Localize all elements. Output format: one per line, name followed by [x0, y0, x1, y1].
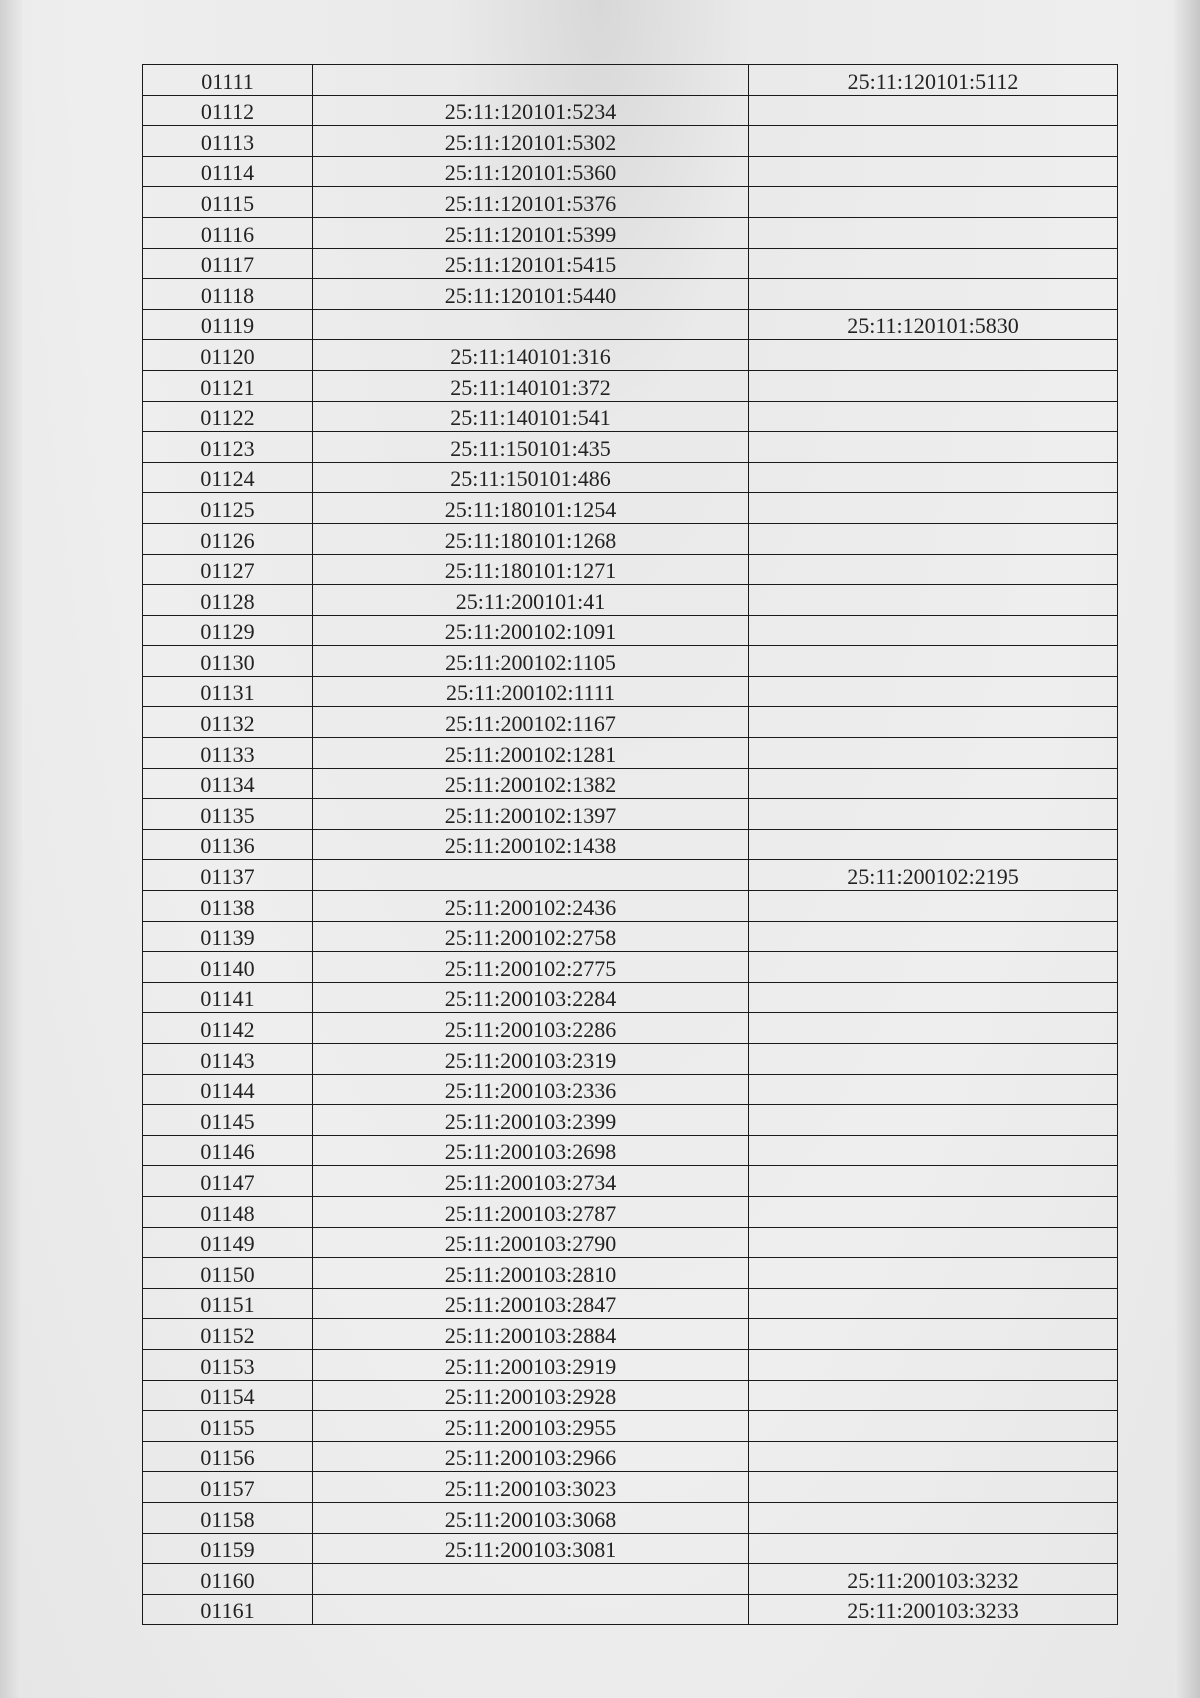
cadastral-number-alt-cell: [749, 707, 1118, 738]
cadastral-number-alt-cell: [749, 676, 1118, 707]
cadastral-number-cell: [313, 860, 749, 891]
cadastral-number-alt-cell: [749, 646, 1118, 677]
cadastral-number-alt-cell: [749, 1044, 1118, 1075]
cadastral-number-cell: 25:11:200103:2284: [313, 982, 749, 1013]
table-row: [143, 952, 1118, 983]
table-row: [143, 126, 1118, 157]
cadastral-number-cell: 25:11:150101:486: [313, 462, 749, 493]
table-row: [143, 248, 1118, 279]
cadastral-number-cell: 25:11:200102:1167: [313, 707, 749, 738]
table-row: [143, 370, 1118, 401]
cadastral-number-cell: 25:11:200102:1091: [313, 615, 749, 646]
table-row: [143, 676, 1118, 707]
table-row: [143, 340, 1118, 371]
cadastral-number-cell: 25:11:200103:2966: [313, 1441, 749, 1472]
table-row: [143, 217, 1118, 248]
table-row: [143, 1564, 1118, 1595]
cadastral-number-alt-cell: [749, 1472, 1118, 1503]
cadastral-number-alt-cell: [749, 1288, 1118, 1319]
cadastral-number-alt-cell: [749, 1380, 1118, 1411]
cadastral-number-cell: 25:11:180101:1254: [313, 493, 749, 524]
cadastral-number-alt-cell: [749, 187, 1118, 218]
row-number-cell: 01155: [143, 1411, 313, 1442]
cadastral-number-alt-cell: [749, 432, 1118, 463]
cadastral-number-cell: 25:11:200103:2286: [313, 1013, 749, 1044]
row-number-cell: 01126: [143, 523, 313, 554]
cadastral-number-cell: 25:11:200103:2810: [313, 1258, 749, 1289]
cadastral-number-cell: 25:11:140101:316: [313, 340, 749, 371]
cadastral-number-alt-cell: [749, 1502, 1118, 1533]
cadastral-number-alt-cell: [749, 1135, 1118, 1166]
cadastral-number-cell: 25:11:200102:1397: [313, 799, 749, 830]
table-row: [143, 1349, 1118, 1380]
row-number-cell: 01121: [143, 370, 313, 401]
cadastral-number-cell: 25:11:200103:2698: [313, 1135, 749, 1166]
table-row: [143, 829, 1118, 860]
table-row: [143, 799, 1118, 830]
cadastral-number-alt-cell: [749, 1349, 1118, 1380]
row-number-cell: 01129: [143, 615, 313, 646]
cadastral-number-cell: 25:11:200103:2955: [313, 1411, 749, 1442]
cadastral-number-cell: 25:11:120101:5360: [313, 156, 749, 187]
cadastral-number-cell: 25:11:200103:2790: [313, 1227, 749, 1258]
row-number-cell: 01131: [143, 676, 313, 707]
cadastral-number-cell: 25:11:200103:2919: [313, 1349, 749, 1380]
table-row: [143, 493, 1118, 524]
cadastral-number-cell: 25:11:200103:2847: [313, 1288, 749, 1319]
row-number-cell: 01128: [143, 585, 313, 616]
cadastral-number-alt-cell: [749, 921, 1118, 952]
table-body: [143, 65, 1118, 1625]
cadastral-number-alt-cell: [749, 799, 1118, 830]
table-row: [143, 1411, 1118, 1442]
cadastral-number-alt-cell: 25:11:120101:5112: [749, 65, 1118, 96]
cadastral-number-alt-cell: [749, 768, 1118, 799]
cadastral-number-cell: 25:11:120101:5415: [313, 248, 749, 279]
table-row: [143, 768, 1118, 799]
row-number-cell: 01159: [143, 1533, 313, 1564]
row-number-cell: 01158: [143, 1502, 313, 1533]
cadastral-number-alt-cell: 25:11:200102:2195: [749, 860, 1118, 891]
cadastral-number-alt-cell: 25:11:200103:3232: [749, 1564, 1118, 1595]
row-number-cell: 01127: [143, 554, 313, 585]
cadastral-number-alt-cell: [749, 1319, 1118, 1350]
cadastral-number-alt-cell: [749, 615, 1118, 646]
table-row: [143, 1380, 1118, 1411]
row-number-cell: 01123: [143, 432, 313, 463]
row-number-cell: 01134: [143, 768, 313, 799]
cadastral-number-alt-cell: [749, 1166, 1118, 1197]
table-row: [143, 95, 1118, 126]
row-number-cell: 01153: [143, 1349, 313, 1380]
table-row: [143, 1319, 1118, 1350]
cadastral-number-cell: 25:11:200102:1382: [313, 768, 749, 799]
cadastral-number-cell: [313, 1564, 749, 1595]
row-number-cell: 01113: [143, 126, 313, 157]
cadastral-number-alt-cell: [749, 370, 1118, 401]
cadastral-number-alt-cell: [749, 1258, 1118, 1289]
row-number-cell: 01149: [143, 1227, 313, 1258]
cadastral-number-cell: 25:11:150101:435: [313, 432, 749, 463]
row-number-cell: 01111: [143, 65, 313, 96]
row-number-cell: 01116: [143, 217, 313, 248]
row-number-cell: 01112: [143, 95, 313, 126]
table-row: [143, 860, 1118, 891]
row-number-cell: 01156: [143, 1441, 313, 1472]
row-number-cell: 01119: [143, 309, 313, 340]
table-row: [143, 707, 1118, 738]
cadastral-number-cell: [313, 309, 749, 340]
cadastral-number-alt-cell: [749, 891, 1118, 922]
table-row: [143, 1227, 1118, 1258]
cadastral-number-alt-cell: [749, 1196, 1118, 1227]
cadastral-number-alt-cell: [749, 1533, 1118, 1564]
cadastral-number-alt-cell: [749, 1411, 1118, 1442]
table-row: [143, 1288, 1118, 1319]
table-row: [143, 523, 1118, 554]
row-number-cell: 01135: [143, 799, 313, 830]
row-number-cell: 01132: [143, 707, 313, 738]
cadastral-number-cell: 25:11:200102:2758: [313, 921, 749, 952]
table-row: [143, 65, 1118, 96]
row-number-cell: 01130: [143, 646, 313, 677]
cadastral-number-alt-cell: [749, 1105, 1118, 1136]
cadastral-number-alt-cell: [749, 554, 1118, 585]
table-row: [143, 1441, 1118, 1472]
table-row: [143, 401, 1118, 432]
table-row: [143, 1105, 1118, 1136]
row-number-cell: 01151: [143, 1288, 313, 1319]
cadastral-number-alt-cell: [749, 952, 1118, 983]
table-row: [143, 1502, 1118, 1533]
row-number-cell: 01140: [143, 952, 313, 983]
row-number-cell: 01144: [143, 1074, 313, 1105]
cadastral-number-alt-cell: [749, 340, 1118, 371]
cadastral-number-alt-cell: [749, 738, 1118, 769]
table-row: [143, 1044, 1118, 1075]
cadastral-number-cell: 25:11:200103:2884: [313, 1319, 749, 1350]
cadastral-number-cell: 25:11:180101:1271: [313, 554, 749, 585]
table-row: [143, 891, 1118, 922]
cadastral-number-cell: 25:11:200103:2734: [313, 1166, 749, 1197]
row-number-cell: 01115: [143, 187, 313, 218]
cadastral-number-cell: 25:11:200103:2928: [313, 1380, 749, 1411]
row-number-cell: 01122: [143, 401, 313, 432]
row-number-cell: 01139: [143, 921, 313, 952]
cadastral-number-alt-cell: [749, 585, 1118, 616]
table-row: [143, 1135, 1118, 1166]
cadastral-number-alt-cell: [749, 279, 1118, 310]
table-row: [143, 1074, 1118, 1105]
cadastral-number-alt-cell: [749, 523, 1118, 554]
row-number-cell: 01143: [143, 1044, 313, 1075]
cadastral-number-alt-cell: [749, 401, 1118, 432]
cadastral-number-cell: 25:11:140101:372: [313, 370, 749, 401]
row-number-cell: 01118: [143, 279, 313, 310]
row-number-cell: 01141: [143, 982, 313, 1013]
cadastral-number-cell: 25:11:120101:5234: [313, 95, 749, 126]
cadastral-number-alt-cell: [749, 493, 1118, 524]
cadastral-number-alt-cell: [749, 126, 1118, 157]
table-row: [143, 1258, 1118, 1289]
row-number-cell: 01152: [143, 1319, 313, 1350]
row-number-cell: 01160: [143, 1564, 313, 1595]
cadastral-number-cell: 25:11:140101:541: [313, 401, 749, 432]
table-row: [143, 1472, 1118, 1503]
cadastral-number-cell: [313, 65, 749, 96]
scan-edge-left: [0, 0, 22, 1698]
table-row: [143, 1166, 1118, 1197]
row-number-cell: 01125: [143, 493, 313, 524]
cadastral-number-cell: 25:11:200102:2775: [313, 952, 749, 983]
scan-edge-right: [1174, 0, 1200, 1698]
table-row: [143, 738, 1118, 769]
cadastral-number-cell: 25:11:120101:5440: [313, 279, 749, 310]
table-row: [143, 1196, 1118, 1227]
cadastral-number-alt-cell: [749, 248, 1118, 279]
row-number-cell: 01150: [143, 1258, 313, 1289]
table-row: [143, 279, 1118, 310]
cadastral-number-alt-cell: [749, 462, 1118, 493]
table-row: [143, 187, 1118, 218]
row-number-cell: 01117: [143, 248, 313, 279]
table-row: [143, 554, 1118, 585]
cadastral-number-cell: 25:11:200102:2436: [313, 891, 749, 922]
table-row: [143, 156, 1118, 187]
cadastral-number-cell: 25:11:200103:2319: [313, 1044, 749, 1075]
cadastral-number-alt-cell: [749, 156, 1118, 187]
cadastral-number-cell: 25:11:200103:3068: [313, 1502, 749, 1533]
cadastral-number-cell: 25:11:200103:2336: [313, 1074, 749, 1105]
row-number-cell: 01136: [143, 829, 313, 860]
table-row: [143, 921, 1118, 952]
cadastral-number-alt-cell: [749, 1227, 1118, 1258]
row-number-cell: 01120: [143, 340, 313, 371]
cadastral-number-cell: 25:11:120101:5376: [313, 187, 749, 218]
row-number-cell: 01114: [143, 156, 313, 187]
cadastral-number-cell: 25:11:200101:41: [313, 585, 749, 616]
cadastral-number-alt-cell: [749, 217, 1118, 248]
row-number-cell: 01138: [143, 891, 313, 922]
cadastral-number-cell: 25:11:200103:3023: [313, 1472, 749, 1503]
cadastral-number-cell: 25:11:120101:5302: [313, 126, 749, 157]
cadastral-number-cell: 25:11:200102:1105: [313, 646, 749, 677]
row-number-cell: 01146: [143, 1135, 313, 1166]
cadastral-number-cell: 25:11:200103:3081: [313, 1533, 749, 1564]
cadastral-number-cell: 25:11:120101:5399: [313, 217, 749, 248]
row-number-cell: 01145: [143, 1105, 313, 1136]
table-row: [143, 982, 1118, 1013]
row-number-cell: 01157: [143, 1472, 313, 1503]
row-number-cell: 01124: [143, 462, 313, 493]
table-row: [143, 432, 1118, 463]
cadastral-number-alt-cell: [749, 1013, 1118, 1044]
cadastral-number-table: [142, 64, 1118, 1625]
cadastral-number-cell: 25:11:180101:1268: [313, 523, 749, 554]
row-number-cell: 01154: [143, 1380, 313, 1411]
table-row: [143, 1013, 1118, 1044]
table-row: [143, 1594, 1118, 1625]
cadastral-number-alt-cell: [749, 1074, 1118, 1105]
row-number-cell: 01137: [143, 860, 313, 891]
cadastral-number-cell: 25:11:200102:1438: [313, 829, 749, 860]
row-number-cell: 01142: [143, 1013, 313, 1044]
table-row: [143, 615, 1118, 646]
row-number-cell: 01148: [143, 1196, 313, 1227]
table-row: [143, 585, 1118, 616]
cadastral-number-alt-cell: [749, 829, 1118, 860]
table-row: [143, 462, 1118, 493]
cadastral-number-cell: 25:11:200102:1281: [313, 738, 749, 769]
table-row: [143, 1533, 1118, 1564]
row-number-cell: 01133: [143, 738, 313, 769]
row-number-cell: 01147: [143, 1166, 313, 1197]
cadastral-number-alt-cell: [749, 982, 1118, 1013]
cadastral-number-alt-cell: [749, 1441, 1118, 1472]
cadastral-number-alt-cell: 25:11:120101:5830: [749, 309, 1118, 340]
cadastral-number-cell: 25:11:200102:1111: [313, 676, 749, 707]
table-row: [143, 646, 1118, 677]
row-number-cell: 01161: [143, 1594, 313, 1625]
table-row: [143, 309, 1118, 340]
cadastral-number-alt-cell: [749, 95, 1118, 126]
cadastral-number-cell: [313, 1594, 749, 1625]
cadastral-number-cell: 25:11:200103:2787: [313, 1196, 749, 1227]
cadastral-number-alt-cell: 25:11:200103:3233: [749, 1594, 1118, 1625]
cadastral-number-cell: 25:11:200103:2399: [313, 1105, 749, 1136]
